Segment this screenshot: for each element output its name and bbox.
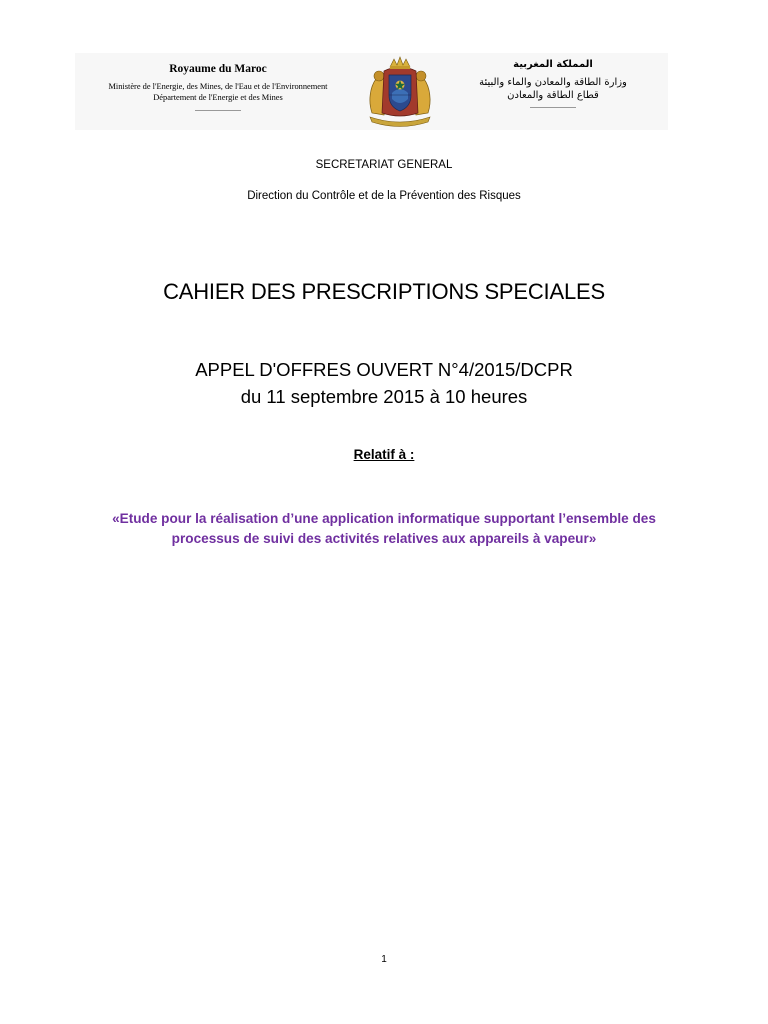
fr-divider (195, 110, 241, 111)
letterhead-french (75, 53, 361, 111)
page-number: 1 (381, 954, 387, 965)
letterhead (75, 53, 668, 130)
direction-heading: Direction du Contrôle et de la Prévention des Risques (247, 190, 521, 202)
tender-object-line-1: «Etude pour la réalisation d’une application informatique supportant l’ensemble des (112, 511, 656, 526)
relatif-label: Relatif à : (353, 447, 415, 462)
tender-object (0, 509, 768, 549)
tender-date: du 11 septembre 2015 à 10 heures (240, 386, 528, 407)
ar-department: قطاع الطاقة والمعادن (507, 90, 599, 101)
document-title: CAHIER DES PRESCRIPTIONS SPECIALES (163, 279, 605, 304)
ar-ministry: وزارة الطاقة والمعادن والماء والبيئة (479, 77, 627, 88)
tender-object-line-2: processus de suivi des activités relatives aux appareils à vapeur» (171, 531, 597, 546)
fr-department: Département de l'Energie et des Mines (153, 92, 283, 102)
secretariat-heading: SECRETARIAT GENERAL (315, 159, 453, 171)
tender-reference: APPEL D'OFFRES OUVERT N°4/2015/DCPR (195, 359, 573, 380)
ar-kingdom: المملكة المغربية (513, 59, 593, 70)
letterhead-arabic (438, 53, 668, 108)
fr-kingdom: Royaume du Maroc (169, 63, 267, 75)
ar-divider (530, 107, 576, 108)
fr-ministry: Ministère de l'Energie, des Mines, de l'Eau et de l'Environnement (108, 82, 328, 91)
moroccan-coat-of-arms-icon (364, 55, 436, 127)
